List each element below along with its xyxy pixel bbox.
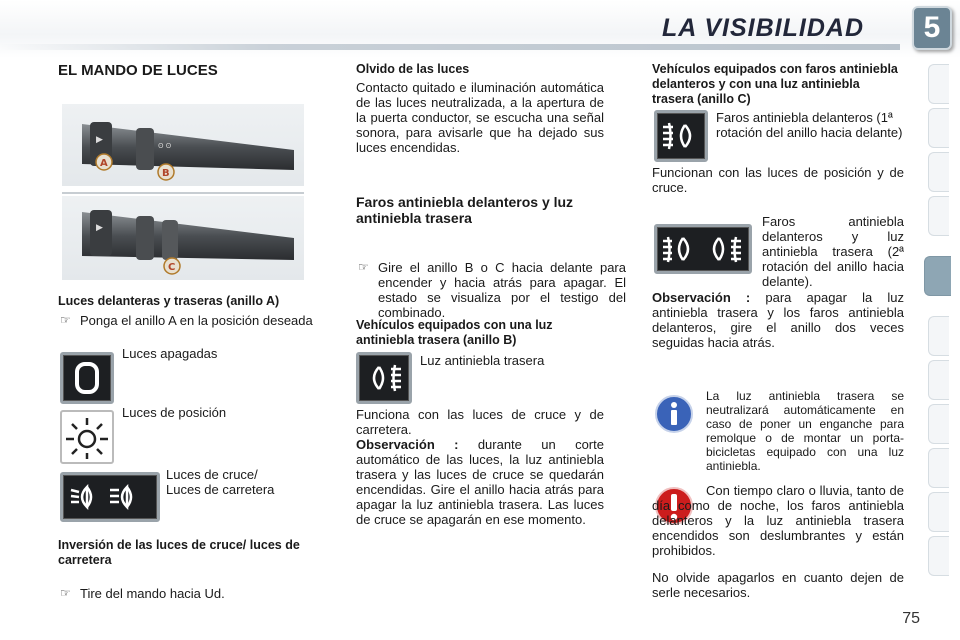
callout-a: A (100, 158, 108, 169)
chapter-title: LA VISIBILIDAD (662, 14, 864, 42)
observation-label: Observación : (652, 290, 751, 305)
info-note: La luz antiniebla trasera se neutralizará automáticamente en caso de poner un enganche para remolque o de montar un porta-bicicletas equipado con una luz antiniebla. (706, 389, 904, 473)
callout-c: C (168, 262, 176, 273)
beam-switch-instruction: ☞ Tire del mando hacia Ud. (58, 586, 332, 601)
callout-b: B (162, 168, 170, 179)
chapter-tab-active[interactable] (924, 256, 951, 296)
svg-text:ʘ ʘ: ʘ ʘ (158, 142, 172, 150)
fog-off-observation (652, 290, 904, 350)
svg-text:▶: ▶ (96, 223, 103, 233)
subheading-ring-c: Vehículos equipados con faros antiniebla delanteros y con una luz antiniebla trasera (anillo C) (652, 62, 898, 106)
front-fog-operation: Funcionan con las luces de posición y de cruce. (652, 165, 904, 195)
section-heading: EL MANDO DE LUCES (58, 62, 218, 79)
subheading-fog-lights: Faros antiniebla delanteros y luz antiniebla trasera (356, 194, 574, 226)
lights-off-label: Luces apagadas (122, 346, 218, 361)
subheading-ring-a: Luces delanteras y traseras (anillo A) (58, 294, 280, 308)
rear-fog-icon (356, 352, 412, 404)
warning-note: Con tiempo claro o lluvia, tanto de día como de noche, los faros antiniebla delanteros y la luz antiniebla trasera encendidos son deslumbrantes y están prohibidos. (652, 483, 904, 558)
forgot-lights-text: Contacto quitado e iluminación automática de las luces neutralizada, a la apertura de la puerta conductor, se escucha una señal sonora, para avisarle que ha dejado sus luces encendidas. (356, 80, 604, 155)
chapter-tab[interactable] (928, 492, 949, 532)
position-lights-label: Luces de posición (122, 405, 227, 420)
ring-a-instruction: ☞ Ponga el anillo A en la posición deseada (58, 313, 332, 328)
stalk-photo-bottom (62, 196, 304, 280)
fog-lights-instruction: ☞ Gire el anillo B o C hacia delante para encender y hacia atrás para apagar. El estado se visualiza por el testigo del combinado. (356, 260, 626, 320)
chapter-tab[interactable] (928, 404, 949, 444)
chapter-tab[interactable] (928, 448, 949, 488)
chapter-tab[interactable] (928, 536, 949, 576)
header-stripe (0, 44, 900, 50)
dipped-main-beam-icon (60, 472, 160, 522)
stalk-photo-top (62, 104, 304, 186)
rear-fog-observation (356, 437, 604, 527)
chapter-badge: 5 (912, 6, 952, 50)
chapter-tab[interactable] (928, 316, 949, 356)
chapter-tab[interactable] (928, 196, 949, 236)
chapter-tab[interactable] (928, 360, 949, 400)
front-fog-label: Faros antiniebla delanteros (1ª rotación del anillo hacia delante) (716, 110, 903, 140)
observation-text: para apagar la luz antiniebla trasera y los faros antiniebla delanteros, gire el anillo dos veces seguidas hacia atrás. (652, 290, 904, 350)
front-rear-fog-icon (654, 224, 752, 274)
subheading-ring-b: Vehículos equipados con una luz antiniebla trasera (anillo B) (356, 318, 553, 347)
front-fog-icon (654, 110, 708, 162)
rear-fog-operation: Funciona con las luces de cruce y de carretera. (356, 407, 604, 437)
lights-off-icon (60, 352, 114, 404)
chapter-tab[interactable] (928, 108, 949, 148)
rear-fog-label: Luz antiniebla trasera (420, 353, 545, 368)
final-note: No olvide apagarlos en cuanto dejen de serle necesarios. (652, 570, 904, 600)
chapter-tabs (928, 64, 960, 578)
observation-text: durante un corte automático de las luces, la luz antiniebla trasera y las luces de cruce se quedarán encendidas. Gire el anillo hacia atrás para apagar la luz antiniebla trasera. Las luces de cruce se apagarán en ese momento. (356, 437, 604, 527)
chapter-tab[interactable] (928, 64, 949, 104)
dipped-main-beam-label: Luces de cruce/ Luces de carretera (166, 467, 275, 497)
position-lights-icon (60, 410, 114, 464)
chapter-tab[interactable] (928, 152, 949, 192)
subheading-beam-switch: Inversión de las luces de cruce/ luces de carretera (58, 538, 300, 567)
page-number: 75 (902, 610, 920, 627)
front-rear-fog-label: Faros antiniebla delanteros y luz antiniebla trasera (2ª rotación del anillo hacia delante). (762, 214, 904, 289)
photo-divider (62, 192, 304, 194)
svg-text:▶: ▶ (96, 135, 103, 145)
observation-label: Observación : (356, 437, 459, 452)
info-icon (654, 394, 694, 434)
subheading-forgot-lights: Olvido de las luces (356, 62, 470, 76)
